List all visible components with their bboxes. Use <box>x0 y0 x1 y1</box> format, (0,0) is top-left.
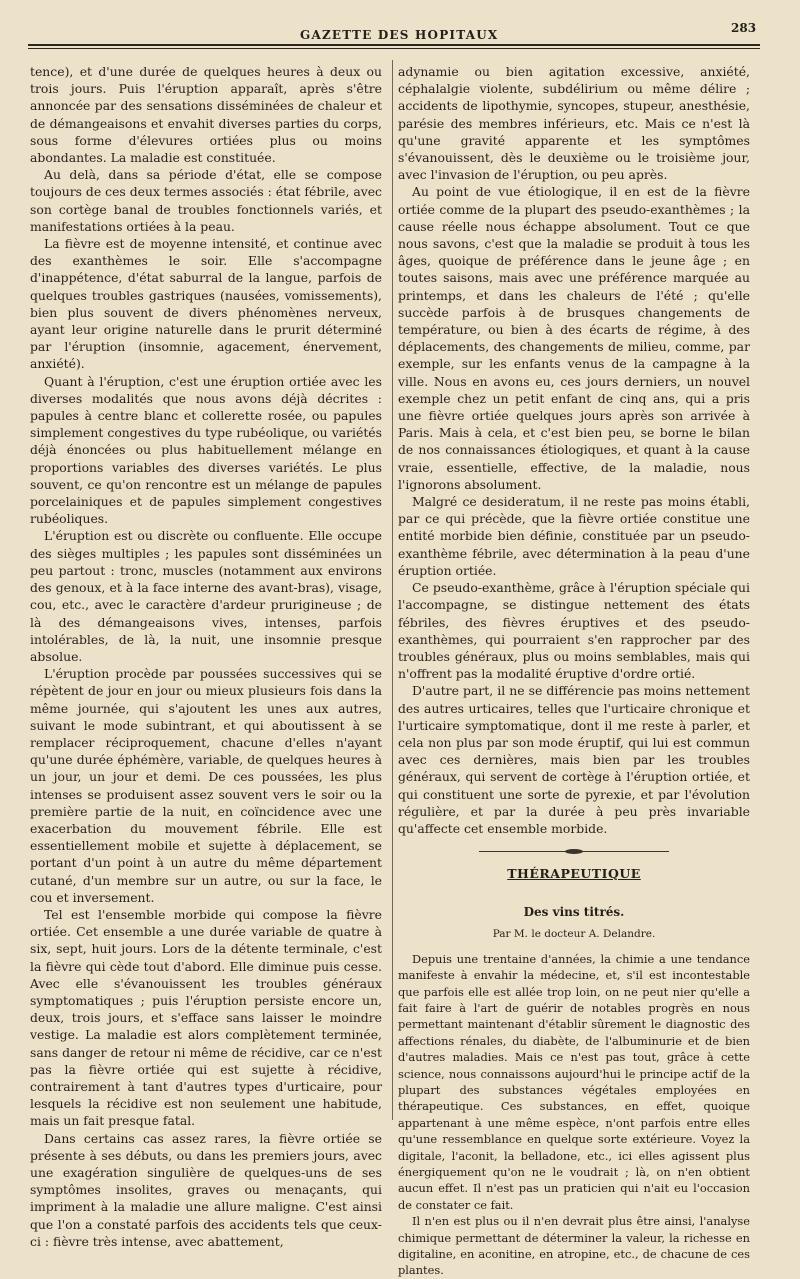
left-column <box>30 63 382 1250</box>
page-header-title: GAZETTE DES HOPITAUX <box>300 28 499 42</box>
paragraph: L'éruption procède par poussées successives qui se répètent de jour en jour ou mieux plusieurs fois dans la même journée, qui s'ajoutent les unes aux autres, suivant le mode subintrant, et qui aboutissent à se remplacer réciproquement, chacune d'elles n'ayant qu'une durée éphémère, variable, de quelques heures à un jour, un jour et demi. De ces poussées, les plus intenses se produisent assez souvent vers le soir ou la première partie de la nuit, en coïncidence avec une exacerbation du mouvement fébrile. Elle est essentiellement mobile et sujette à déplacement, se portant d'un point à un autre du même département cutané, d'un membre sur un autre, ou sur la face, le cou et inversement. <box>30 666 382 905</box>
header-rule <box>28 44 760 46</box>
paragraph: Au point de vue étiologique, il en est de la fièvre ortiée comme de la plupart des pseudo-exanthèmes ; la cause réelle nous échappe absolument. Tout ce que nous savons, c'est que la maladie se produit à tous les âges, quoique de préférence dans le jeune âge ; en toutes saisons, mais avec une préférence marquée au printemps, et dans les chaleurs de l'été ; qu'elle succède parfois à de brusques changements de température, ou bien à des écarts de régime, à des déplacements, des changements de milieu, comme, par exemple, sur les enfants venus de la campagne à la ville. Nous en avons eu, ces jours derniers, un nouvel exemple chez un petit enfant de cinq ans, qui a pris une fièvre ortiée quelques jours après son arrivée à Paris. Mais à cela, et c'est bien peu, se borne le bilan de nos connaissances étiologiques, et quant à la cause vraie, essentielle, effective, de la maladie, nous l'ignorons absolument. <box>398 184 750 492</box>
right-column <box>398 63 750 1279</box>
paragraph: Au delà, dans sa période d'état, elle se compose toujours de ces deux termes associés : état fébrile, avec son cortège banal de troubles fonctionnels variés, et manifestations ortiées à la peau. <box>30 167 382 234</box>
page-number: 283 <box>731 21 757 35</box>
paragraph: Malgré ce desideratum, il ne reste pas moins établi, par ce qui précède, que la fièvre ortiée constitue une entité morbide bien définie, constituée par un pseudo-exanthème fébrile, avec détermination à la peau d'une éruption ortiée. <box>398 494 750 578</box>
article-body <box>398 951 750 1279</box>
article-byline: Par M. le docteur A. Delandre. <box>492 927 656 940</box>
article-title: Des vins titrés. <box>523 905 625 920</box>
paragraph: adynamie ou bien agitation excessive, anxiété, céphalalgie violente, subdélirium ou même délire ; accidents de lipothymie, syncopes, stupeur, anesthésie, parésie des membres inférieurs, etc. Mais ce n'est là qu'une gravité apparente et les symptômes s'évanouissent, dès le deuxième ou le troisième jour, avec l'invasion de l'éruption, ou peu après. <box>398 64 750 183</box>
paragraph: Il n'en est plus ou il n'en devrait plus être ainsi, l'analyse chimique permettant de déterminer la valeur, la richesse en digitaline, en aconitine, en atropine, etc., de chacune de ces plantes. <box>398 1214 750 1278</box>
paragraph: Depuis une trentaine d'années, la chimie a une tendance manifeste à envahir la médecine, et, s'il est incontestable que parfois elle est allée trop loin, on ne peut nier qu'elle a fait faire à l'art de guérir de notables progrès en nous permettant maintenant d'établir sûrement le diagnostic des affections rénales, du diabète, de l'albuminurie et de bien d'autres maladies. Mais ce n'est pas tout, grâce à cette science, nous connaissons aujourd'hui le principe actif de la plupart des substances végétales employées en thérapeutique. Ces substances, en effet, quoique appartenant à une même espèce, n'ont parfois entre elles qu'une ressemblance en quelque sorte extérieure. Voyez la digitale, l'aconit, la belladone, etc., ici elles agissent plus énergiquement qu'on ne le voudrait ; là, on n'en obtient aucun effet. Il n'est pas un praticien qui n'ait eu l'occasion de constater ce fait. <box>398 951 750 1212</box>
paragraph: Quant à l'éruption, c'est une éruption ortiée avec les diverses modalités que nous avons déjà décrites : papules à centre blanc et collerette rosée, ou papules simplement congestives du type rubéolique, ou variétés déjà énoncées ou plus habituellement mélange en proportions variables des diverses variétés. Le plus souvent, ce qu'on rencontre est un mélange de papules porcelainiques et de papules simplement congestives rubéoliques. <box>30 373 382 527</box>
header-rule-thin <box>28 48 760 49</box>
paragraph: L'éruption est ou discrète ou confluente. Elle occupe des sièges multiples ; les papules sont disséminées un peu partout : tronc, muscles (notamment aux environs des genoux, et à la face interne des avant-bras), visage, cou, etc., avec le caractère d'ardeur prurigineuse ; de là des démangeaisons vives, intenses, parfois intolérables, de là, la nuit, une insomnie presque absolue. <box>30 528 382 664</box>
paragraph: La fièvre est de moyenne intensité, et continue avec des exanthèmes le soir. Elle s'accompagne d'inappétence, d'état saburral de la langue, parfois de quelques troubles gastriques (nausées, vomissements), bien plus souvent de divers phénomènes nerveux, ayant leur origine naturelle dans le prurit déterminé par l'éruption (insomnie, agacement, énervement, anxiété). <box>30 236 382 372</box>
paragraph: D'autre part, il ne se différencie pas moins nettement des autres urticaires, telles que l'urticaire chronique et l'urticaire symptomatique, dont il me reste à parler, et cela non plus par son mode éruptif, qui lui est commun avec ces dernières, mais bien par les troubles généraux, qui servent de cortège à l'éruption ortiée, et qui constituent une sorte de pyrexie, et par l'évolution régulière, et par la durée à peu près invariable qu'affecte cet ensemble morbide. <box>398 683 750 836</box>
section-title: THÉRAPEUTIQUE <box>507 866 641 882</box>
paragraph: Dans certains cas assez rares, la fièvre ortiée se présente à ses débuts, ou dans les premiers jours, avec une exagération singulière de quelques-uns de ses symptômes insolites, graves ou menaçants, qui impriment à la maladie une allure maligne. C'est ainsi que l'on a constaté parfois des accidents tels que ceux-ci : fièvre très intense, avec abattement, <box>30 1130 382 1249</box>
paragraph: Ce pseudo-exanthème, grâce à l'éruption spéciale qui l'accompagne, se distingue nettement des états fébriles, des fièvres éruptives et des pseudo-exanthèmes, qui pourraient s'en rapprocher par des troubles généraux, plus ou moins semblables, mais qui n'offrent pas la modalité éruptive d'ordre ortié. <box>398 580 750 682</box>
section-divider-ornament <box>479 849 669 855</box>
paragraph: Tel est l'ensemble morbide qui compose la fièvre ortiée. Cet ensemble a une durée variable de quatre à six, sept, huit jours. Lors de la détente terminale, c'est la fièvre qui cède tout d'abord. Elle diminue puis cesse. Avec elle s'évanouissent les troubles généraux symptomatiques ; puis l'éruption persiste encore un, deux, trois jours, et s'efface sans laisser le moindre vestige. La maladie est alors complètement terminée, sans danger de retour ni même de récidive, car ce n'est pas la fièvre ortiée qui est sujette à récidive, contrairement à tant d'autres types d'urticaire, pour lesquels la récidive est non seulement une habitude, mais un fait presque fatal. <box>30 906 382 1129</box>
column-separator <box>392 60 393 1120</box>
paragraph: tence), et d'une durée de quelques heures à deux ou trois jours. Puis l'éruption apparaît, après s'être annoncée par des sensations disséminées de chaleur et de démangeaisons et envahit diverses parties du corps, sous forme d'élevures ortiées plus ou moins abondantes. La maladie est constituée. <box>30 64 382 166</box>
